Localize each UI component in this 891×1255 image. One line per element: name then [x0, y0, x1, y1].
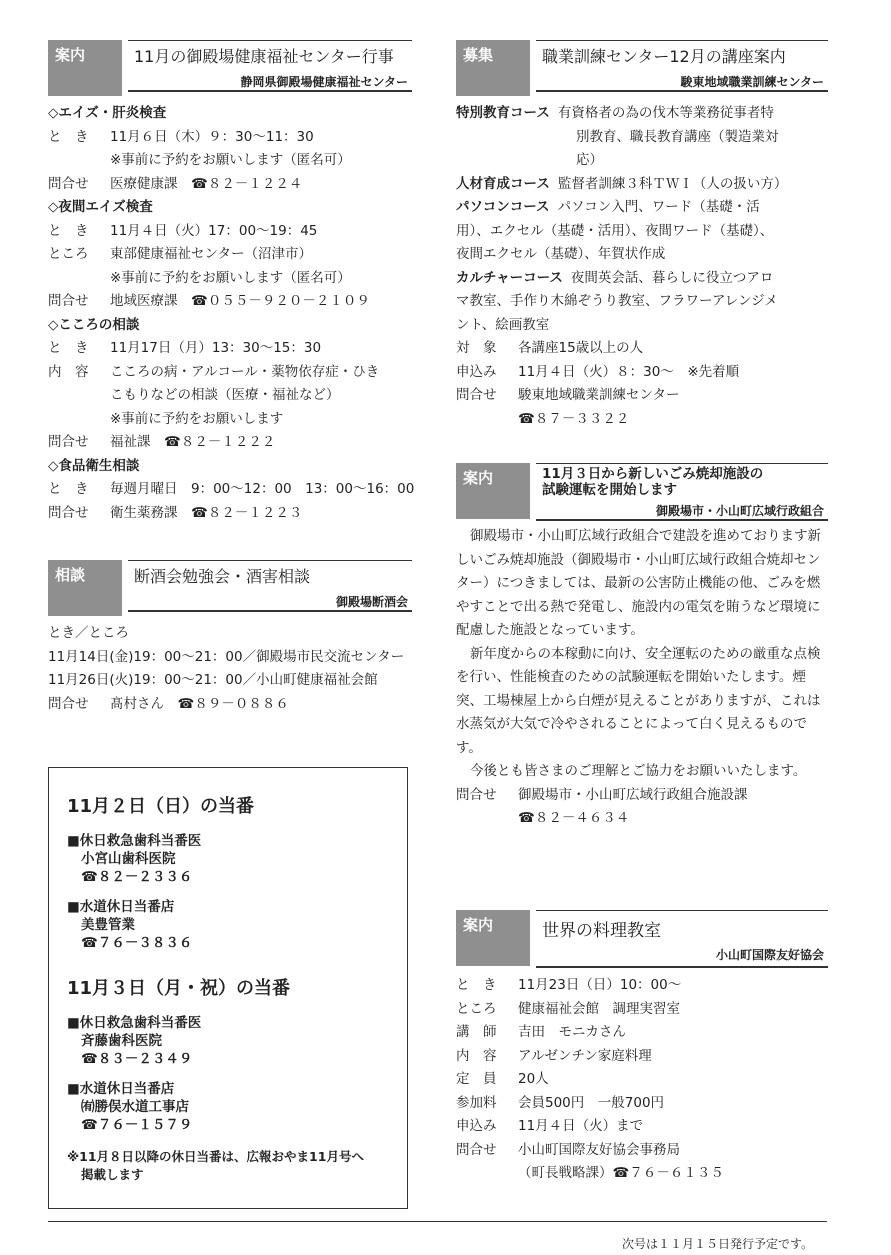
section-sobriety: [48, 560, 412, 716]
info-text: とき／ところ: [48, 625, 129, 641]
section-cooking-class: [456, 910, 828, 1186]
info-text: ◇夜間エイズ検査: [48, 199, 153, 215]
info-text: 応）: [576, 152, 603, 168]
duty-phone: ☎７６－３８３６: [81, 935, 193, 951]
info-label: パソコンコース: [456, 199, 550, 215]
info-line: [48, 669, 412, 693]
section-organizer: 小山町国際友好協会: [715, 948, 824, 962]
info-text: ント、絵画教室: [456, 316, 550, 333]
info-line: [48, 267, 412, 291]
info-text: 11月４日（火）８：30～ ※先着順: [518, 363, 740, 380]
holiday-duty-box: [48, 767, 408, 1209]
info-line: [456, 337, 828, 361]
info-line: [456, 290, 828, 314]
info-text: 駿東地域職業訓練センター: [518, 387, 680, 403]
info-text: 11月４日（火）17：00～19：45: [110, 222, 318, 239]
section-header: [456, 910, 828, 960]
section-tag: 案内: [456, 910, 530, 966]
section-title: 11月３日から新しいごみ焼却施設の 試験運転を開始します: [542, 466, 764, 498]
info-label: カルチャーコース: [456, 269, 563, 286]
info-text: ※事前に予約をお願いします（匿名可）: [110, 269, 351, 286]
contact-phone: ☎８２－４６３４: [518, 810, 630, 826]
info-text: ※事前に予約をお願いします: [110, 410, 284, 427]
info-label: 人材育成コース: [456, 175, 550, 192]
duty-label: ■水道休日当番店: [67, 899, 175, 915]
paragraph: 御殿場市・小山町広域行政組合で建設を進めております新しいごみ焼却施設（御殿場市・小山町広域行政組合焼却センター）につきましては、最新の公害防止機能の他、ごみを燃やすことで出る熱で発電し、施設内の電気を賄うなど環境に配慮した施設となっています。: [456, 528, 821, 638]
info-label: 内 容: [456, 1047, 497, 1064]
info-text: 吉田 モニカさん: [518, 1024, 626, 1040]
section-header: [456, 463, 828, 519]
info-text: 会員500円 一般700円: [518, 1094, 665, 1111]
info-label: 特別教育コース: [456, 105, 550, 121]
section-tag: 相談: [48, 560, 122, 616]
info-line: [456, 1021, 828, 1045]
info-label: ところ: [456, 1000, 497, 1017]
info-label: と き: [48, 340, 89, 356]
info-line: [456, 998, 828, 1022]
section-header: [48, 40, 412, 90]
info-text: 小山町国際友好協会事務局: [518, 1141, 680, 1158]
info-label: と き: [48, 222, 89, 239]
info-line: [456, 1115, 828, 1139]
section-tag: 案内: [456, 463, 530, 519]
info-text: マ教室、手作り木綿ぞうり教室、フラワーアレンジメ: [456, 293, 778, 309]
info-line: [456, 220, 828, 244]
section-body: [48, 102, 415, 525]
info-line: [456, 196, 828, 220]
info-text: 各講座15歳以上の人: [518, 340, 644, 356]
section-organizer: 御殿場市・小山町広域行政組合: [655, 504, 824, 518]
info-line: [48, 361, 412, 385]
footer-divider: [48, 1221, 827, 1222]
info-text: 11月14日(金)19：00～21：00／御殿場市民交流センター: [48, 648, 405, 665]
duty-label: ■休日救急歯科当番医: [67, 833, 202, 849]
info-label: 参加料: [456, 1094, 497, 1111]
info-line: [48, 646, 412, 670]
section-header: [456, 40, 828, 90]
info-line: [48, 408, 412, 432]
info-line: [456, 243, 828, 267]
duty-phone: ☎８３－２３４９: [81, 1051, 193, 1067]
info-line: [48, 220, 412, 244]
info-text: 11月４日（火）まで: [518, 1118, 644, 1134]
info-line: [456, 126, 828, 150]
info-text: 20人: [518, 1071, 549, 1087]
info-line: [48, 337, 412, 361]
info-label: 申込み: [456, 363, 497, 380]
info-line: [456, 1092, 828, 1116]
info-text: 監督者訓練３科ＴＷＩ（人の扱い方）: [557, 175, 788, 192]
section-body: [456, 974, 828, 1186]
info-text: 夜間エクセル（基礎）、年賀状作成: [456, 246, 666, 262]
info-label: 問合せ: [48, 504, 89, 521]
info-line: [48, 384, 412, 408]
section-body: [48, 622, 412, 716]
info-text: こもりなどの相談（医療・福祉など）: [110, 387, 340, 403]
info-text: 地域医療課 ☎０５５－９２０－２１０９: [110, 293, 370, 309]
info-text: ◇エイズ・肝炎検査: [48, 105, 167, 121]
info-line: [456, 1045, 828, 1069]
info-line: [456, 1139, 828, 1163]
info-text: （町長戦略課）☎７６－６１３５: [518, 1165, 724, 1181]
holiday-note: 掲載します: [81, 1167, 144, 1182]
section-organizer: 御殿場断酒会: [335, 595, 408, 609]
info-text: こころの病・アルコール・薬物依存症・ひき: [110, 363, 380, 380]
info-line: [456, 314, 828, 338]
info-label: 問合せ: [456, 1141, 497, 1158]
info-label: 問合せ: [456, 387, 497, 403]
info-text: 別教育、職長教育講座（製造業対: [576, 128, 779, 145]
info-label: 問合せ: [48, 434, 89, 450]
section-title: 世界の料理教室: [542, 921, 661, 941]
info-line: [48, 622, 412, 646]
info-line: [48, 102, 412, 126]
section-title: 断酒会勉強会・酒害相談: [134, 567, 311, 586]
info-text: 衛生薬務課 ☎８２－１２２３: [110, 504, 303, 521]
section-tag: 案内: [48, 40, 122, 96]
paragraph: 今後とも皆さまのご理解とご協力をお願いいたします。: [470, 763, 807, 779]
info-line: [456, 974, 828, 998]
section-organizer: 静岡県御殿場健康福祉センター: [240, 75, 408, 89]
info-text: 毎週月曜日 9：00～12：00 13：00～16：00: [110, 481, 415, 497]
paragraph: 新年度からの本稼動に向け、安全運転のための厳重な点検を行い、性能検査のための試験運転を開始いたします。煙突、工場棟屋上から白煙が見えることがありますが、これは水蒸気が大気で冷やされることによって白く見えるものです。: [456, 645, 821, 756]
info-line: [48, 455, 412, 479]
info-text: ◇食品衛生相談: [48, 457, 140, 474]
info-line: [456, 102, 828, 126]
info-text: 東部健康福祉センター（沼津市）: [110, 246, 312, 262]
contact-line: 問合せ 御殿場市・小山町広域行政組合施設課: [456, 786, 748, 803]
section-health-center: [48, 40, 415, 525]
info-line: [48, 314, 412, 338]
duty-label: ■水道休日当番店: [67, 1081, 175, 1097]
info-text: 用）、エクセル（基礎・活用）、夜間ワード（基礎）、: [456, 222, 774, 239]
info-line: [48, 502, 412, 526]
duty-label: ■休日救急歯科当番医: [67, 1015, 202, 1031]
duty-phone: ☎７６－１５７９: [81, 1117, 193, 1133]
info-text: パソコン入門、ワード（基礎・活: [557, 199, 760, 215]
section-body: [456, 525, 828, 831]
info-line: [48, 693, 412, 717]
holiday-heading: 11月２日（日）の当番: [67, 796, 255, 817]
info-line: [48, 173, 412, 197]
info-line: [48, 196, 412, 220]
info-text: 夜間英会話、暮らしに役立つアロ: [570, 269, 774, 286]
info-line: [48, 126, 412, 150]
info-text: 有資格者の為の伐木等業務従事者特: [557, 105, 774, 121]
info-text: 11月23日（日）10：00～: [518, 977, 682, 993]
info-text: 11月26日(火)19：00～21：00／小山町健康福祉会館: [48, 672, 378, 688]
section-title: 11月の御殿場健康福祉センター行事: [134, 47, 394, 66]
info-text: ◇こころの相談: [48, 316, 140, 333]
holiday-heading: 11月３日（月・祝）の当番: [67, 978, 291, 999]
section-title: 職業訓練センター12月の講座案内: [542, 47, 786, 66]
info-line: [456, 361, 828, 385]
info-label: と き: [456, 977, 497, 993]
info-text: 福祉課 ☎８２－１２２２: [110, 434, 276, 450]
section-organizer: 駿東地域職業訓練センター: [680, 75, 824, 89]
info-line: [456, 1162, 828, 1186]
info-line: [456, 1068, 828, 1092]
info-line: [456, 384, 828, 408]
holiday-note: ※11月８日以降の休日当番は、広報おやま11月号へ: [67, 1149, 364, 1164]
info-label: と き: [48, 128, 89, 145]
info-line: [48, 290, 412, 314]
info-line: [456, 267, 828, 291]
info-text: 髙村さん ☎８９－０８８６: [110, 695, 289, 712]
info-label: と き: [48, 481, 89, 497]
footer-note: 次号は１１月１５日発行予定です。: [621, 1237, 813, 1251]
duty-name: 美豊管業: [81, 917, 135, 933]
info-label: 申込み: [456, 1118, 497, 1134]
info-text: 11月17日（月）13：30～15：30: [110, 340, 322, 356]
section-vocational: [456, 40, 828, 431]
duty-name: 小宮山歯科医院: [81, 851, 176, 867]
duty-phone: ☎８２－２３３６: [81, 869, 193, 885]
info-label: 定 員: [456, 1071, 497, 1087]
info-line: [48, 478, 415, 502]
info-line: [456, 149, 828, 173]
info-line: [456, 173, 828, 197]
info-label: 対 象: [456, 340, 497, 356]
info-label: 問合せ: [48, 695, 89, 712]
info-label: 講 師: [456, 1024, 497, 1040]
info-label: 問合せ: [48, 175, 89, 192]
info-text: 医療健康課 ☎８２－１２２４: [110, 175, 303, 192]
duty-name: 斉藤歯科医院: [81, 1033, 162, 1049]
info-line: [48, 243, 412, 267]
section-header: [48, 560, 412, 610]
section-incinerator: [456, 463, 828, 831]
info-line: [48, 431, 412, 455]
info-line: [48, 149, 412, 173]
info-text: 11月６日（木）９：30～11：30: [110, 128, 314, 145]
info-text: アルゼンチン家庭料理: [518, 1047, 652, 1064]
info-text: ※事前に予約をお願いします（匿名可）: [110, 152, 351, 168]
info-text: ☎８７－３３２２: [518, 410, 630, 427]
info-line: [456, 408, 828, 432]
info-label: 問合せ: [48, 293, 89, 309]
section-tag: 募集: [456, 40, 530, 96]
info-label: 内 容: [48, 363, 89, 380]
duty-name: ㈲勝俣水道工事店: [81, 1099, 189, 1115]
info-label: ところ: [48, 246, 89, 262]
section-body: [456, 102, 828, 431]
info-text: 健康福祉会館 調理実習室: [518, 1000, 680, 1017]
